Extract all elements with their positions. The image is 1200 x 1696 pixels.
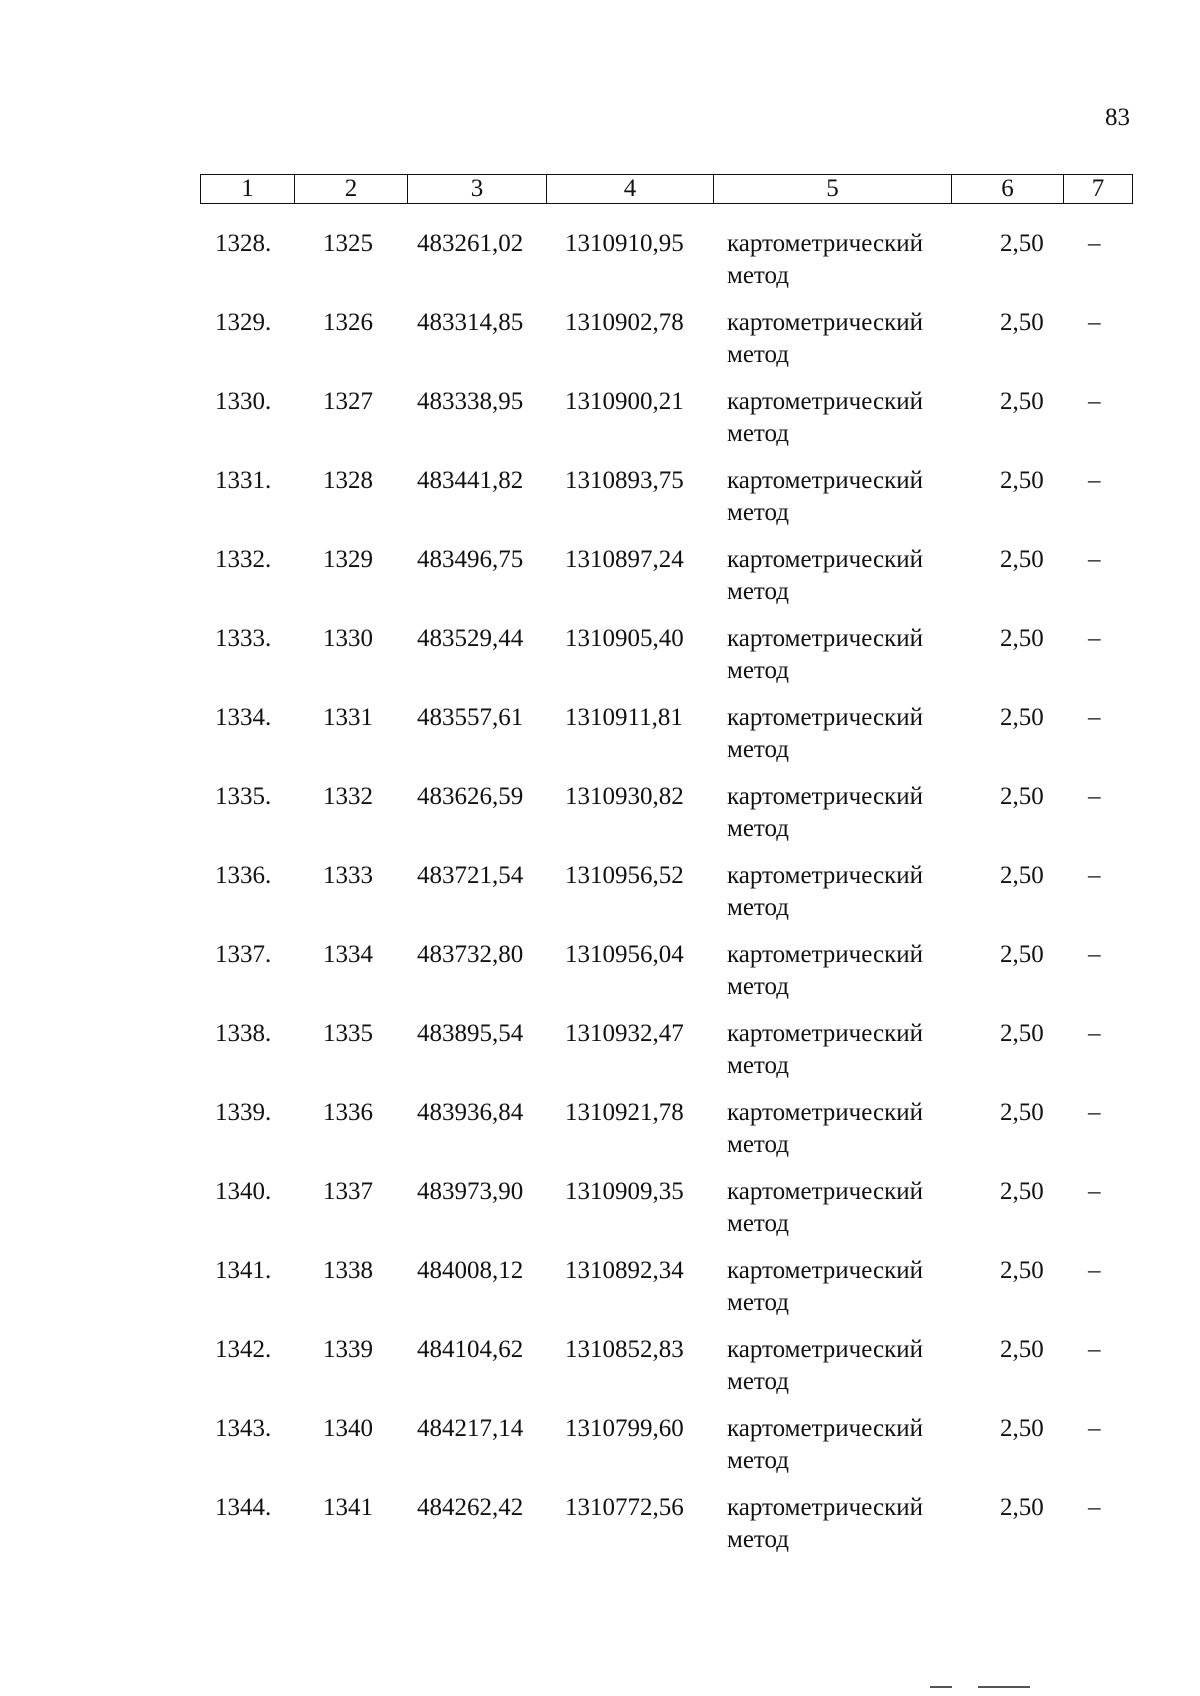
header-cell: 4	[547, 175, 714, 204]
note: –	[1088, 1415, 1101, 1442]
x-coordinate: 483496,75	[417, 546, 524, 573]
method: картометрический метод	[727, 1415, 923, 1474]
row-number: 1344.	[215, 1494, 272, 1521]
method: картометрический метод	[727, 941, 923, 1000]
row-number: 1341.	[215, 1257, 272, 1284]
table-row	[200, 540, 1132, 619]
table-row	[200, 935, 1132, 1014]
note: –	[1088, 1020, 1101, 1047]
y-coordinate: 1310909,35	[565, 1178, 684, 1205]
accuracy-value: 2,50	[1000, 862, 1044, 889]
page-number: 83	[1105, 104, 1130, 131]
x-coordinate: 483973,90	[417, 1178, 524, 1205]
method: картометрический метод	[727, 783, 923, 842]
y-coordinate: 1310905,40	[565, 625, 684, 652]
row-number: 1342.	[215, 1336, 272, 1363]
x-coordinate: 483261,02	[417, 230, 524, 257]
method: картометрический метод	[727, 1020, 923, 1079]
method: картометрический метод	[727, 1494, 923, 1553]
row-number: 1328.	[215, 230, 272, 257]
row-number: 1337.	[215, 941, 272, 968]
x-coordinate: 483314,85	[417, 309, 524, 336]
method: картометрический метод	[727, 1099, 923, 1158]
accuracy-value: 2,50	[1000, 230, 1044, 257]
method: картометрический метод	[727, 388, 923, 447]
header-cell: 3	[408, 175, 547, 204]
header-cell: 5	[714, 175, 952, 204]
y-coordinate: 1310956,52	[565, 862, 684, 889]
row-number: 1338.	[215, 1020, 272, 1047]
accuracy-value: 2,50	[1000, 1336, 1044, 1363]
coordinates-table-body	[200, 224, 1132, 1567]
x-coordinate: 483557,61	[417, 704, 524, 731]
method: картометрический метод	[727, 309, 923, 368]
x-coordinate: 484008,12	[417, 1257, 524, 1284]
accuracy-value: 2,50	[1000, 388, 1044, 415]
method: картометрический метод	[727, 546, 923, 605]
accuracy-value: 2,50	[1000, 1415, 1044, 1442]
table-row	[200, 777, 1132, 856]
note: –	[1088, 388, 1101, 415]
point-id: 1341	[323, 1494, 373, 1521]
method: картометрический метод	[727, 467, 923, 526]
x-coordinate: 484262,42	[417, 1494, 524, 1521]
x-coordinate: 483626,59	[417, 783, 524, 810]
point-id: 1336	[323, 1099, 373, 1126]
header-cell: 7	[1064, 175, 1133, 204]
accuracy-value: 2,50	[1000, 1494, 1044, 1521]
point-id: 1327	[323, 388, 373, 415]
row-number: 1343.	[215, 1415, 272, 1442]
accuracy-value: 2,50	[1000, 783, 1044, 810]
point-id: 1333	[323, 862, 373, 889]
table-row	[200, 698, 1132, 777]
method: картометрический метод	[727, 704, 923, 763]
note: –	[1088, 546, 1101, 573]
row-number: 1332.	[215, 546, 272, 573]
note: –	[1088, 1257, 1101, 1284]
point-id: 1332	[323, 783, 373, 810]
x-coordinate: 483441,82	[417, 467, 524, 494]
method: картометрический метод	[727, 230, 923, 289]
x-coordinate: 484217,14	[417, 1415, 524, 1442]
method: картометрический метод	[727, 1336, 923, 1395]
point-id: 1340	[323, 1415, 373, 1442]
point-id: 1328	[323, 467, 373, 494]
column-number-header	[200, 174, 1133, 204]
note: –	[1088, 1336, 1101, 1363]
point-id: 1337	[323, 1178, 373, 1205]
row-number: 1335.	[215, 783, 272, 810]
table-row	[200, 303, 1132, 382]
accuracy-value: 2,50	[1000, 1257, 1044, 1284]
accuracy-value: 2,50	[1000, 309, 1044, 336]
y-coordinate: 1310932,47	[565, 1020, 684, 1047]
y-coordinate: 1310911,81	[565, 704, 683, 731]
table-row	[200, 1488, 1132, 1567]
header-cell: 1	[201, 175, 295, 204]
y-coordinate: 1310956,04	[565, 941, 684, 968]
accuracy-value: 2,50	[1000, 1178, 1044, 1205]
y-coordinate: 1310893,75	[565, 467, 684, 494]
point-id: 1326	[323, 309, 373, 336]
table-row	[200, 1014, 1132, 1093]
method: картометрический метод	[727, 862, 923, 921]
note: –	[1088, 1099, 1101, 1126]
row-number: 1339.	[215, 1099, 272, 1126]
table-row	[200, 1330, 1132, 1409]
point-id: 1334	[323, 941, 373, 968]
row-number: 1330.	[215, 388, 272, 415]
x-coordinate: 483338,95	[417, 388, 524, 415]
header-row	[201, 175, 1133, 204]
note: –	[1088, 862, 1101, 889]
header-cell: 6	[952, 175, 1064, 204]
table-row	[200, 1409, 1132, 1488]
row-number: 1329.	[215, 309, 272, 336]
table-row	[200, 1172, 1132, 1251]
accuracy-value: 2,50	[1000, 1020, 1044, 1047]
note: –	[1088, 230, 1101, 257]
accuracy-value: 2,50	[1000, 625, 1044, 652]
table-row	[200, 382, 1132, 461]
note: –	[1088, 467, 1101, 494]
point-id: 1335	[323, 1020, 373, 1047]
row-number: 1340.	[215, 1178, 272, 1205]
row-number: 1331.	[215, 467, 272, 494]
x-coordinate: 483732,80	[417, 941, 524, 968]
note: –	[1088, 783, 1101, 810]
y-coordinate: 1310772,56	[565, 1494, 684, 1521]
table-row	[200, 461, 1132, 540]
y-coordinate: 1310902,78	[565, 309, 684, 336]
y-coordinate: 1310900,21	[565, 388, 684, 415]
accuracy-value: 2,50	[1000, 941, 1044, 968]
y-coordinate: 1310892,34	[565, 1257, 684, 1284]
x-coordinate: 483721,54	[417, 862, 524, 889]
table-row	[200, 224, 1132, 303]
row-number: 1334.	[215, 704, 272, 731]
table-row	[200, 1093, 1132, 1172]
note: –	[1088, 1494, 1101, 1521]
accuracy-value: 2,50	[1000, 546, 1044, 573]
method: картометрический метод	[727, 1257, 923, 1316]
table-row	[200, 1251, 1132, 1330]
note: –	[1088, 941, 1101, 968]
y-coordinate: 1310921,78	[565, 1099, 684, 1126]
y-coordinate: 1310852,83	[565, 1336, 684, 1363]
note: –	[1088, 309, 1101, 336]
method: картометрический метод	[727, 625, 923, 684]
point-id: 1338	[323, 1257, 373, 1284]
accuracy-value: 2,50	[1000, 704, 1044, 731]
y-coordinate: 1310910,95	[565, 230, 684, 257]
y-coordinate: 1310897,24	[565, 546, 684, 573]
header-cell: 2	[295, 175, 408, 204]
table-row	[200, 619, 1132, 698]
point-id: 1331	[323, 704, 373, 731]
x-coordinate: 483936,84	[417, 1099, 524, 1126]
point-id: 1330	[323, 625, 373, 652]
x-coordinate: 483529,44	[417, 625, 524, 652]
note: –	[1088, 704, 1101, 731]
method: картометрический метод	[727, 1178, 923, 1237]
scan-artifact	[978, 1686, 1030, 1688]
y-coordinate: 1310930,82	[565, 783, 684, 810]
row-number: 1333.	[215, 625, 272, 652]
scan-artifact	[930, 1686, 952, 1688]
x-coordinate: 484104,62	[417, 1336, 524, 1363]
point-id: 1325	[323, 230, 373, 257]
table-row	[200, 856, 1132, 935]
accuracy-value: 2,50	[1000, 1099, 1044, 1126]
row-number: 1336.	[215, 862, 272, 889]
note: –	[1088, 1178, 1101, 1205]
x-coordinate: 483895,54	[417, 1020, 524, 1047]
point-id: 1329	[323, 546, 373, 573]
point-id: 1339	[323, 1336, 373, 1363]
y-coordinate: 1310799,60	[565, 1415, 684, 1442]
note: –	[1088, 625, 1101, 652]
accuracy-value: 2,50	[1000, 467, 1044, 494]
